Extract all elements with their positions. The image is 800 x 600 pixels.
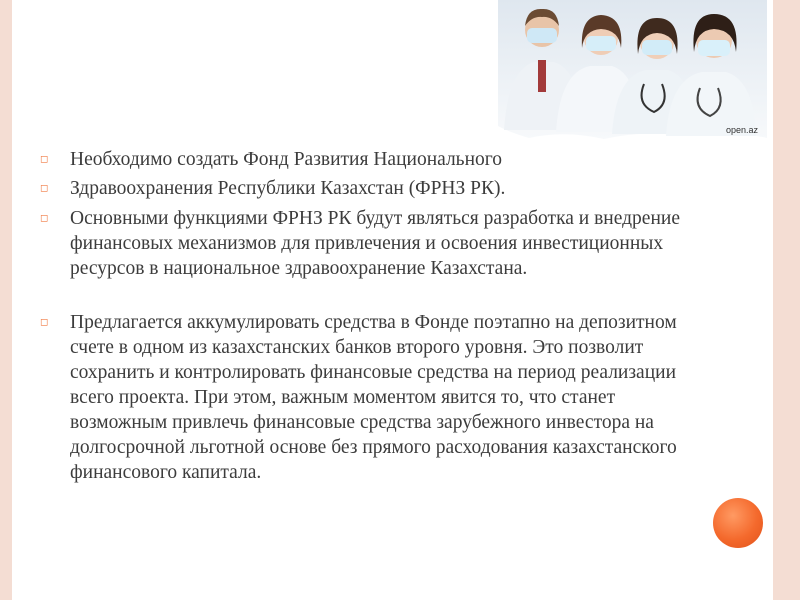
decorative-orange-circle — [713, 498, 763, 548]
bullet-marker-icon: ◻ — [40, 317, 49, 328]
slide-body — [12, 0, 767, 600]
slide-side-border — [767, 0, 773, 600]
bullet-item — [36, 206, 691, 281]
bullet-text: Здравоохранения Республики Казахстан (ФРНЗ РК). — [70, 178, 506, 199]
bullet-text: Основными функциями ФРНЗ РК будут являться разработка и внедрение финансовых механизмов для привлечения и освоения инвестиционных ресурсов в национальное здравоохранение Казахстана. — [70, 208, 680, 279]
bullet-marker-icon: ◻ — [40, 154, 49, 165]
bullet-text: Необходимо создать Фонд Развития Национального — [70, 149, 503, 170]
slide — [12, 0, 767, 600]
bullet-text: Предлагается аккумулировать средства в Фонде поэтапно на депозитном счете в одном из казахстанских банков второго уровня. Это позволит сохранить и контролировать финансовые средства на период реализации всего проекта. При этом, важным моментом явится то, что станет возможным привлечь финансовые средства зарубежного инвестора на долгосрочной льготной основе без прямого расходования казахстанского финансового капитала. — [70, 312, 677, 483]
bullet-item — [36, 147, 691, 173]
image-watermark: open.az — [726, 125, 759, 135]
bullet-item — [36, 176, 691, 202]
bullet-item — [36, 310, 691, 485]
bullet-marker-icon: ◻ — [40, 213, 49, 224]
bullet-marker-icon: ◻ — [40, 183, 49, 194]
